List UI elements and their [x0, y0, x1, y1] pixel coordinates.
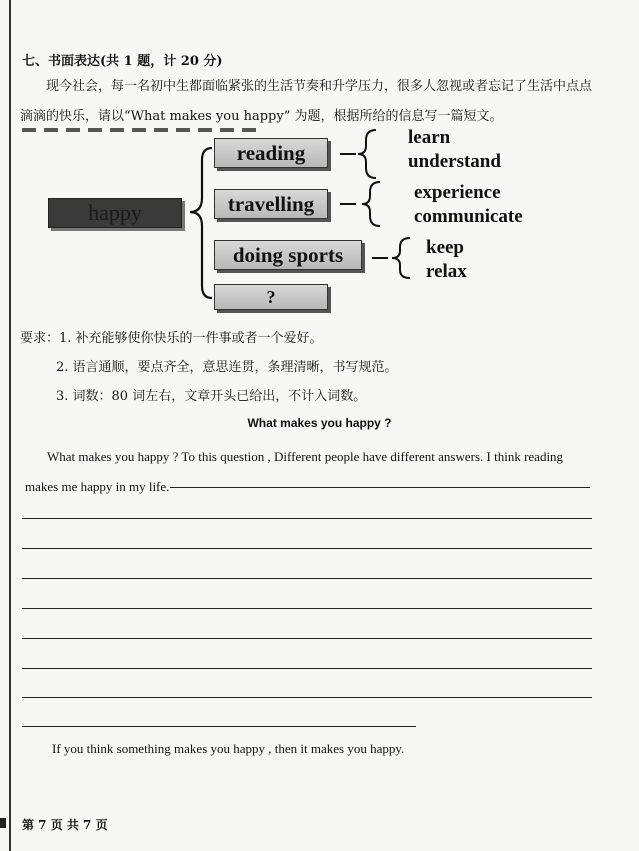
writing-line[interactable]	[22, 548, 592, 549]
essay-title: What makes you happy ?	[247, 416, 392, 430]
footer-mark	[0, 818, 6, 828]
writing-line[interactable]	[22, 578, 592, 579]
leaf-keep: keep	[426, 237, 464, 258]
writing-line[interactable]	[22, 638, 592, 639]
travelling-brace	[362, 182, 380, 226]
writing-line[interactable]	[22, 668, 592, 669]
leaf-learn: learn	[408, 127, 451, 148]
branch-label: ?	[266, 286, 276, 307]
writing-line[interactable]	[22, 697, 592, 698]
section-title: 七、书面表达(共 1 题，计 20 分)	[22, 54, 223, 69]
branch-node-unknown	[214, 284, 328, 310]
requirement-2: 2. 语言通顺，要点齐全，意思连贯，条理清晰，书写规范。	[56, 360, 398, 375]
essay-opening: What makes you happy ? To this question , Different people have different answers. I think reading makes me happy in my life.	[25, 449, 564, 494]
branch-node-travelling	[214, 189, 328, 219]
branch-node-reading	[214, 138, 328, 168]
root-node	[48, 198, 182, 228]
root-brace	[190, 148, 212, 298]
branch-label: reading	[236, 140, 306, 165]
branch-label: doing sports	[232, 242, 344, 267]
essay-closing: If you think something makes you happy , then it makes you happy.	[52, 741, 405, 756]
requirements	[20, 324, 398, 411]
branch-label: travelling	[227, 191, 315, 216]
requirement-3: 3. 词数：80 词左右，文章开头已给出，不计入词数。	[56, 389, 367, 404]
leaf-experience: experience	[414, 182, 501, 203]
writing-line[interactable]	[170, 487, 590, 488]
writing-line[interactable]	[22, 518, 592, 519]
leaf-communicate: communicate	[414, 206, 523, 227]
requirement-1: 要求：1. 补充能够使你快乐的一件事或者一个爱好。	[20, 331, 323, 346]
root-label: happy	[88, 200, 142, 225]
writing-line[interactable]	[22, 608, 592, 609]
mind-map	[0, 120, 639, 320]
writing-line[interactable]	[22, 726, 416, 727]
leaf-understand: understand	[408, 151, 501, 172]
section-intro: 现今社会，每一名初中生都面临紧张的生活节奏和升学压力，很多人忽视或者忘记了生活中点点滴滴的快乐，请以“What makes you happy” 为题，根据所给的信息写一篇短文。	[20, 79, 593, 124]
branch-node-doing-sports	[214, 240, 362, 270]
sports-brace	[392, 238, 410, 278]
page-number: 第 7 页 共 7 页	[22, 818, 108, 832]
leaf-relax: relax	[426, 261, 467, 282]
reading-brace	[358, 130, 376, 178]
